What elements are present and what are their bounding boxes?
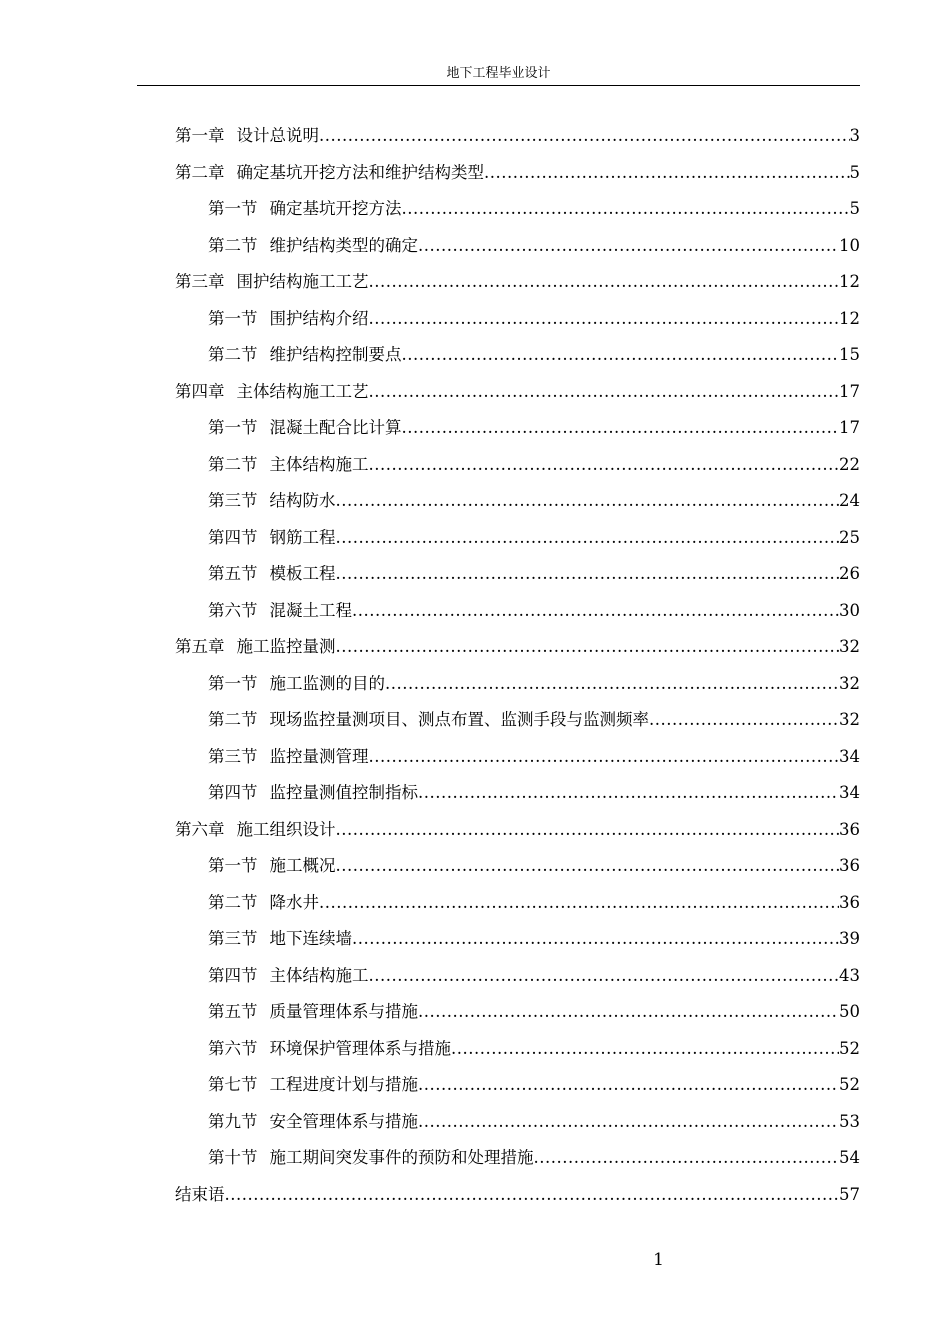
toc-entry-page: 52 [839,1038,860,1058]
toc-dot-leader [402,197,850,221]
toc-entry-number: 第二章 [175,162,225,182]
toc-entry-page: 34 [839,783,860,802]
toc-entry-title: 混凝土配合比计算 [269,418,402,437]
toc-dot-leader [534,1146,840,1170]
toc-entry-number: 第四节 [208,965,258,985]
toc-section-entry[interactable] [175,489,860,526]
toc-entry-page: 43 [839,965,860,985]
toc-dot-leader [369,307,840,331]
toc-section-entry[interactable] [175,672,860,709]
toc-dot-leader [369,453,840,477]
toc-entry-title: 监控量测值控制指标 [269,783,418,802]
toc-entry-number: 第三章 [175,272,225,291]
toc-entry-number: 第二节 [208,710,258,729]
toc-entry-number: 第五节 [208,1002,258,1021]
toc-entry-page: 32 [839,637,860,656]
toc-entry-page: 53 [839,1111,860,1131]
toc-chapter-entry[interactable] [175,270,860,307]
toc-entry-number: 第一节 [208,199,258,218]
toc-dot-leader [225,1183,840,1207]
toc-entry-title: 安全管理体系与措施 [269,1111,418,1131]
toc-chapter-entry[interactable] [175,818,860,855]
toc-dot-leader [336,489,840,513]
toc-entry-title: 主体结构施工 [269,965,369,985]
toc-entry-number: 第二节 [208,235,258,255]
toc-entry-title: 地下连续墙 [269,929,352,948]
toc-chapter-entry[interactable] [175,161,860,198]
toc-entry-number: 第七节 [208,1075,258,1094]
toc-section-entry[interactable] [175,343,860,380]
header-rule [137,85,860,86]
toc-entry-page: 39 [839,929,860,948]
toc-dot-leader [418,234,839,258]
toc-section-entry[interactable] [175,1037,860,1074]
toc-entry-number: 第四节 [208,783,258,802]
toc-entry-number: 第十节 [208,1148,258,1167]
toc-entry-title: 质量管理体系与措施 [269,1002,418,1021]
toc-section-entry[interactable] [175,526,860,563]
toc-entry-number: 第一节 [208,856,258,875]
toc-entry-number: 第六章 [175,819,225,839]
toc-entry-title: 施工期间突发事件的预防和处理措施 [269,1148,534,1167]
toc-dot-leader [319,124,850,148]
toc-dot-leader [418,1110,839,1134]
toc-dot-leader [385,672,839,696]
toc-entry-number: 第一节 [208,308,258,328]
toc-dot-leader [402,416,840,440]
toc-dot-leader [352,927,839,951]
toc-entry-page: 24 [839,491,860,510]
toc-section-entry[interactable] [175,854,860,891]
toc-entry-title: 确定基坑开挖方法和维护结构类型 [236,162,484,182]
page-number: 1 [653,1250,664,1270]
toc-entry-number: 第三节 [208,929,258,948]
toc-entry-title: 混凝土工程 [269,600,352,620]
toc-dot-leader [402,343,840,367]
toc-entry-page: 25 [839,527,860,547]
toc-dot-leader [418,781,839,805]
toc-entry-title: 围护结构介绍 [269,308,369,328]
toc-dot-leader [418,1000,839,1024]
toc-entry-number: 第五节 [208,564,258,583]
toc-chapter-entry[interactable] [175,380,860,417]
toc-entry-page: 50 [839,1002,860,1021]
toc-entry-number: 第一节 [208,673,258,693]
toc-dot-leader [352,599,839,623]
toc-section-entry[interactable] [175,234,860,271]
toc-section-entry[interactable] [175,307,860,344]
toc-entry-page: 22 [839,454,860,474]
toc-entry-number: 第六节 [208,1038,258,1058]
toc-entry-number: 第三节 [208,491,258,510]
toc-chapter-entry[interactable] [175,124,860,161]
toc-entry-title: 环境保护管理体系与措施 [269,1038,451,1058]
toc-entry-title: 施工监测的目的 [269,673,385,693]
toc-dot-leader [336,635,840,659]
toc-section-entry[interactable] [175,453,860,490]
toc-section-entry[interactable] [175,1000,860,1037]
toc-entry-title: 模板工程 [269,564,336,583]
toc-entry-number: 第四章 [175,381,225,401]
toc-entry-title: 维护结构控制要点 [269,345,402,364]
toc-entry-number: 第二节 [208,454,258,474]
toc-entry-number: 第三节 [208,746,258,766]
toc-entry-page: 17 [839,381,860,401]
toc-entry-page: 34 [839,746,860,766]
toc-entry-title: 工程进度计划与措施 [269,1075,418,1094]
toc-entry-title: 围护结构施工工艺 [236,272,369,291]
toc-section-entry[interactable] [175,708,860,745]
toc-entry-title: 主体结构施工工艺 [236,381,369,401]
toc-entry-number: 第一节 [208,418,258,437]
toc-entry-page: 52 [839,1075,860,1094]
toc-entry-page: 36 [839,856,860,875]
toc-dot-leader [336,562,840,586]
toc-dot-leader [369,745,840,769]
toc-entry-page: 26 [839,564,860,583]
toc-dot-leader [319,891,839,915]
toc-entry-title: 设计总说明 [236,126,319,145]
toc-section-entry[interactable] [175,1110,860,1147]
table-of-contents [175,124,860,1219]
toc-entry-number: 第二节 [208,892,258,912]
toc-section-entry[interactable] [175,1073,860,1110]
toc-entry-title: 维护结构类型的确定 [269,235,418,255]
toc-section-entry[interactable] [175,745,860,782]
toc-entry-title: 现场监控量测项目、测点布置、监测手段与监测频率 [269,710,649,729]
toc-dot-leader [336,854,840,878]
toc-dot-leader [336,526,840,550]
toc-dot-leader [418,1073,839,1097]
toc-entry-page: 36 [839,892,860,912]
toc-entry-title: 主体结构施工 [269,454,369,474]
toc-section-entry[interactable] [175,927,860,964]
toc-entry-title: 降水井 [269,892,319,912]
toc-entry-page: 57 [839,1184,860,1204]
toc-section-entry[interactable] [175,964,860,1001]
toc-dot-leader [484,161,850,185]
toc-section-entry[interactable] [175,416,860,453]
toc-entry-page: 12 [839,308,860,328]
toc-section-entry[interactable] [175,562,860,599]
toc-entry-page: 36 [839,819,860,839]
toc-dot-leader [649,708,839,732]
toc-dot-leader [369,964,840,988]
toc-entry-title: 施工监控量测 [236,637,336,656]
toc-entry-page: 17 [839,418,860,437]
toc-entry-number: 第五章 [175,637,225,656]
toc-section-entry[interactable] [175,599,860,636]
toc-entry-title: 结束语 [175,1184,225,1204]
toc-entry-page: 54 [839,1148,860,1167]
toc-dot-leader [369,270,840,294]
toc-section-entry[interactable] [175,781,860,818]
toc-entry-title: 施工概况 [269,856,336,875]
toc-dot-leader [336,818,840,842]
toc-entry-page: 32 [839,673,860,693]
toc-entry-title: 确定基坑开挖方法 [269,199,402,218]
toc-section-entry[interactable] [175,197,860,234]
toc-entry-page: 5 [849,162,860,182]
toc-entry-number: 第一章 [175,126,225,145]
toc-entry-title: 监控量测管理 [269,746,369,766]
toc-entry-title: 结构防水 [269,491,336,510]
toc-entry-number: 第二节 [208,345,258,364]
toc-entry-page: 12 [839,272,860,291]
toc-entry-page: 15 [839,345,860,364]
toc-entry-number: 第九节 [208,1111,258,1131]
toc-entry-page: 3 [849,126,860,145]
toc-entry-page: 10 [839,235,860,255]
toc-dot-leader [451,1037,839,1061]
toc-entry-number: 第六节 [208,600,258,620]
toc-section-entry[interactable] [175,1146,860,1183]
toc-section-entry[interactable] [175,891,860,928]
toc-chapter-entry[interactable] [175,635,860,672]
toc-entry-title: 施工组织设计 [236,819,336,839]
toc-dot-leader [369,380,840,404]
toc-chapter-entry[interactable] [175,1183,860,1220]
toc-entry-number: 第四节 [208,527,258,547]
toc-entry-page: 32 [839,710,860,729]
toc-entry-page: 30 [839,600,860,620]
toc-entry-page: 5 [849,199,860,218]
page-header: 地下工程毕业设计 [446,66,551,81]
toc-entry-title: 钢筋工程 [269,527,336,547]
